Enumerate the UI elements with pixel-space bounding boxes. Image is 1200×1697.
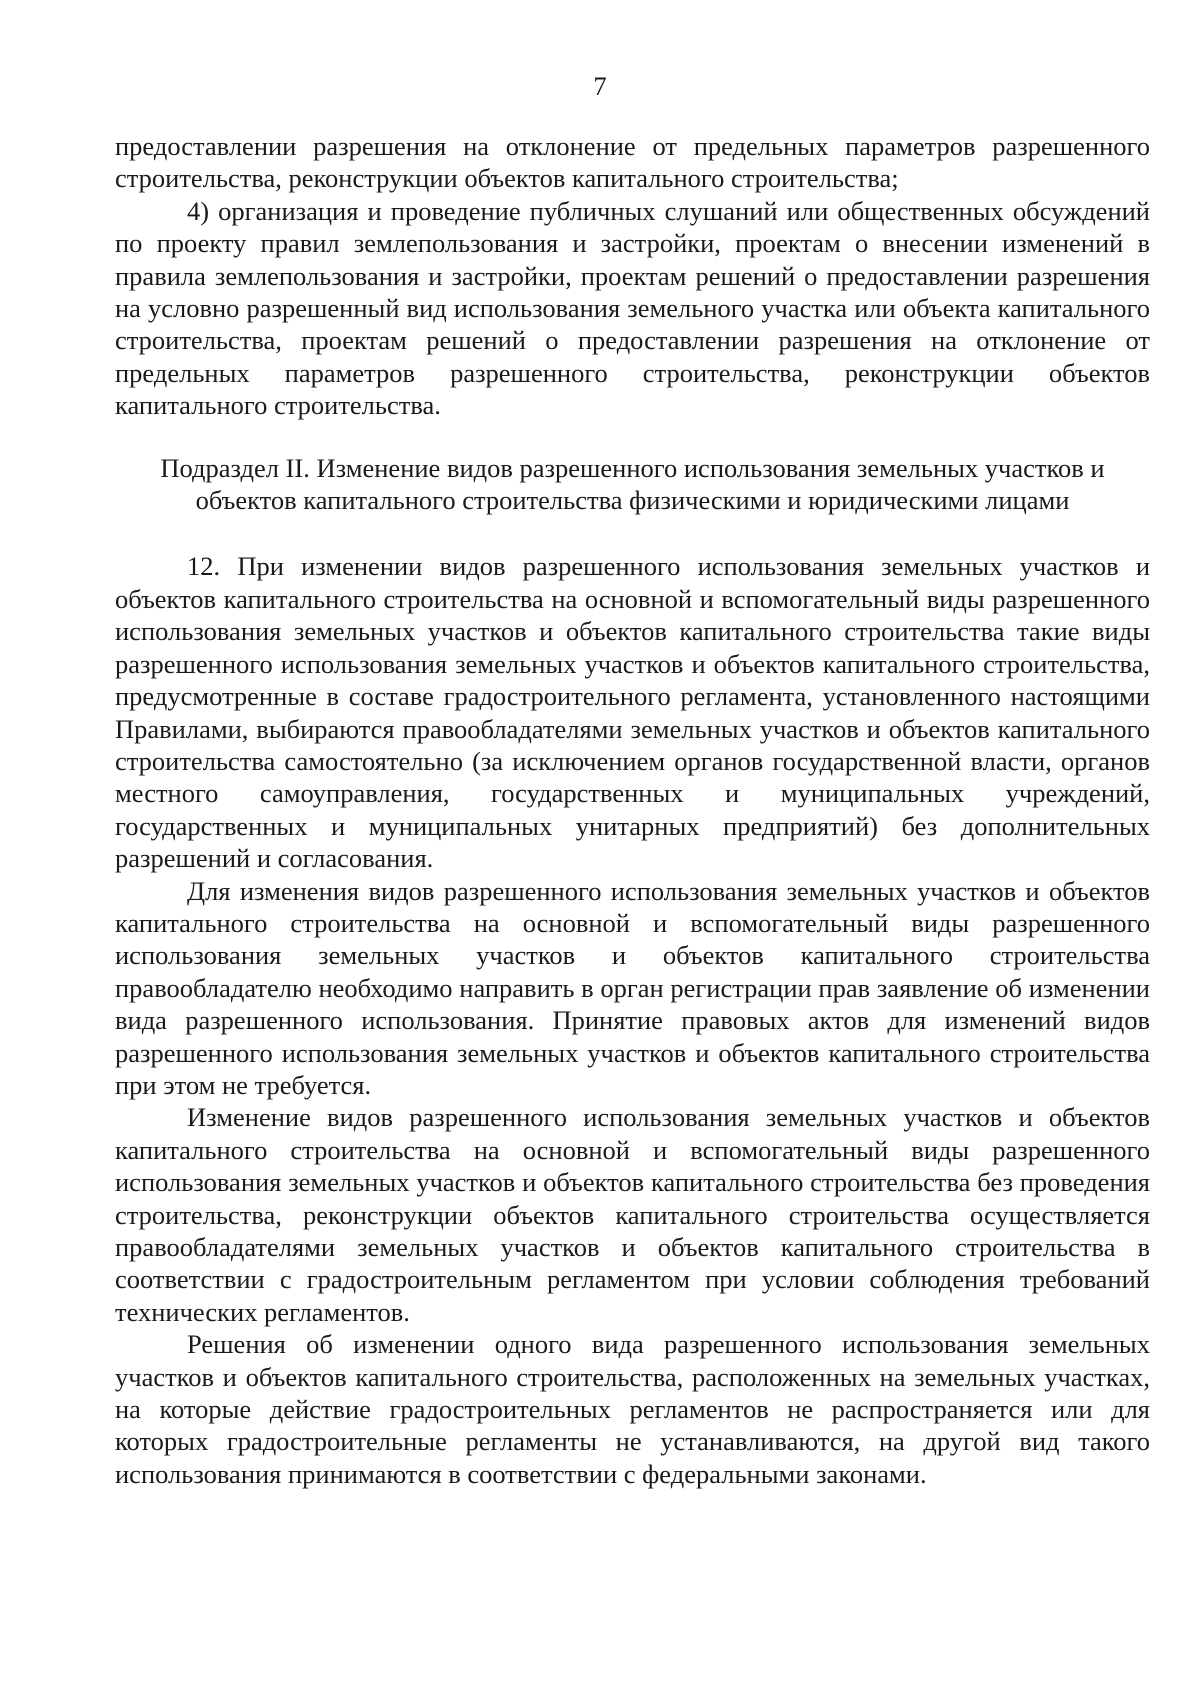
paragraph-clause-12: 12. При изменении видов разрешенного использования земельных участков и объектов капитального строительства на основной и вспомогательный виды разрешенного использования земельных участков и объектов капитального строительства такие виды разрешенного использования земельных участков и объектов капитального строительства, предусмотренные в составе градостроительного регламента, установленного настоящими Правилами, выбираются правообладателями земельных участков и объектов капитального строительства самостоятельно (за исключением органов государственной власти, органов местного самоуправления, государственных и муниципальных учреждений, государственных и муниципальных унитарных предприятий) без дополнительных разрешений и согласования. xyxy=(115,551,1150,874)
page-number: 7 xyxy=(593,71,607,101)
paragraph-application: Для изменения видов разрешенного использования земельных участков и объектов капитального строительства на основной и вспомогательный виды разрешенного использования земельных участков и объектов капитального строительства правообладателю необходимо направить в орган регистрации прав заявление об изменении вида разрешенного использования. Принятие правовых актов для изменений видов разрешенного использования земельных участков и объектов капитального строительства при этом не требуется. xyxy=(115,875,1150,1100)
paragraph-continuation: предоставлении разрешения на отклонение от предельных параметров разрешенного строительства, реконструкции объектов капитального строительства; xyxy=(115,131,1150,194)
section-heading-line-1: Подраздел II. Изменение видов разрешенного использования земельных участков и xyxy=(160,452,1105,483)
paragraph-change-without-construction: Изменение видов разрешенного использования земельных участков и объектов капитального строительства на основной и вспомогательный виды разрешенного использования земельных участков и объектов капитального строительства без проведения строительства, реконструкции объектов капитального строительства осуществляется правообладателями земельных участков и объектов капитального строительства в соответствии с градостроительным регламентом при условии соблюдения требований технических регламентов. xyxy=(115,1102,1150,1327)
document-body xyxy=(115,130,1150,1490)
paragraph-item-4: 4) организация и проведение публичных слушаний или общественных обсуждений по проекту правил землепользования и застройки, проектам о внесении изменений в правила землепользования и застройки, проектам решений о предоставлении разрешения на условно разрешенный вид использования земельного участка или объекта капитального строительства, проектам решений о предоставлении разрешения на отклонение от предельных параметров разрешенного строительства, реконструкции объектов капитального строительства. xyxy=(115,195,1150,421)
paragraph-federal-laws: Решения об изменении одного вида разрешенного использования земельных участков и объектов капитального строительства, расположенных на земельных участках, на которые действие градостроительных регламентов не распространяется или для которых градостроительные регламенты не устанавливаются, на другой вид такого использования принимаются в соответствии с федеральными законами. xyxy=(115,1329,1150,1489)
section-heading-line-2: объектов капитального строительства физическими и юридическими лицами xyxy=(195,485,1070,516)
section-heading xyxy=(115,452,1150,517)
